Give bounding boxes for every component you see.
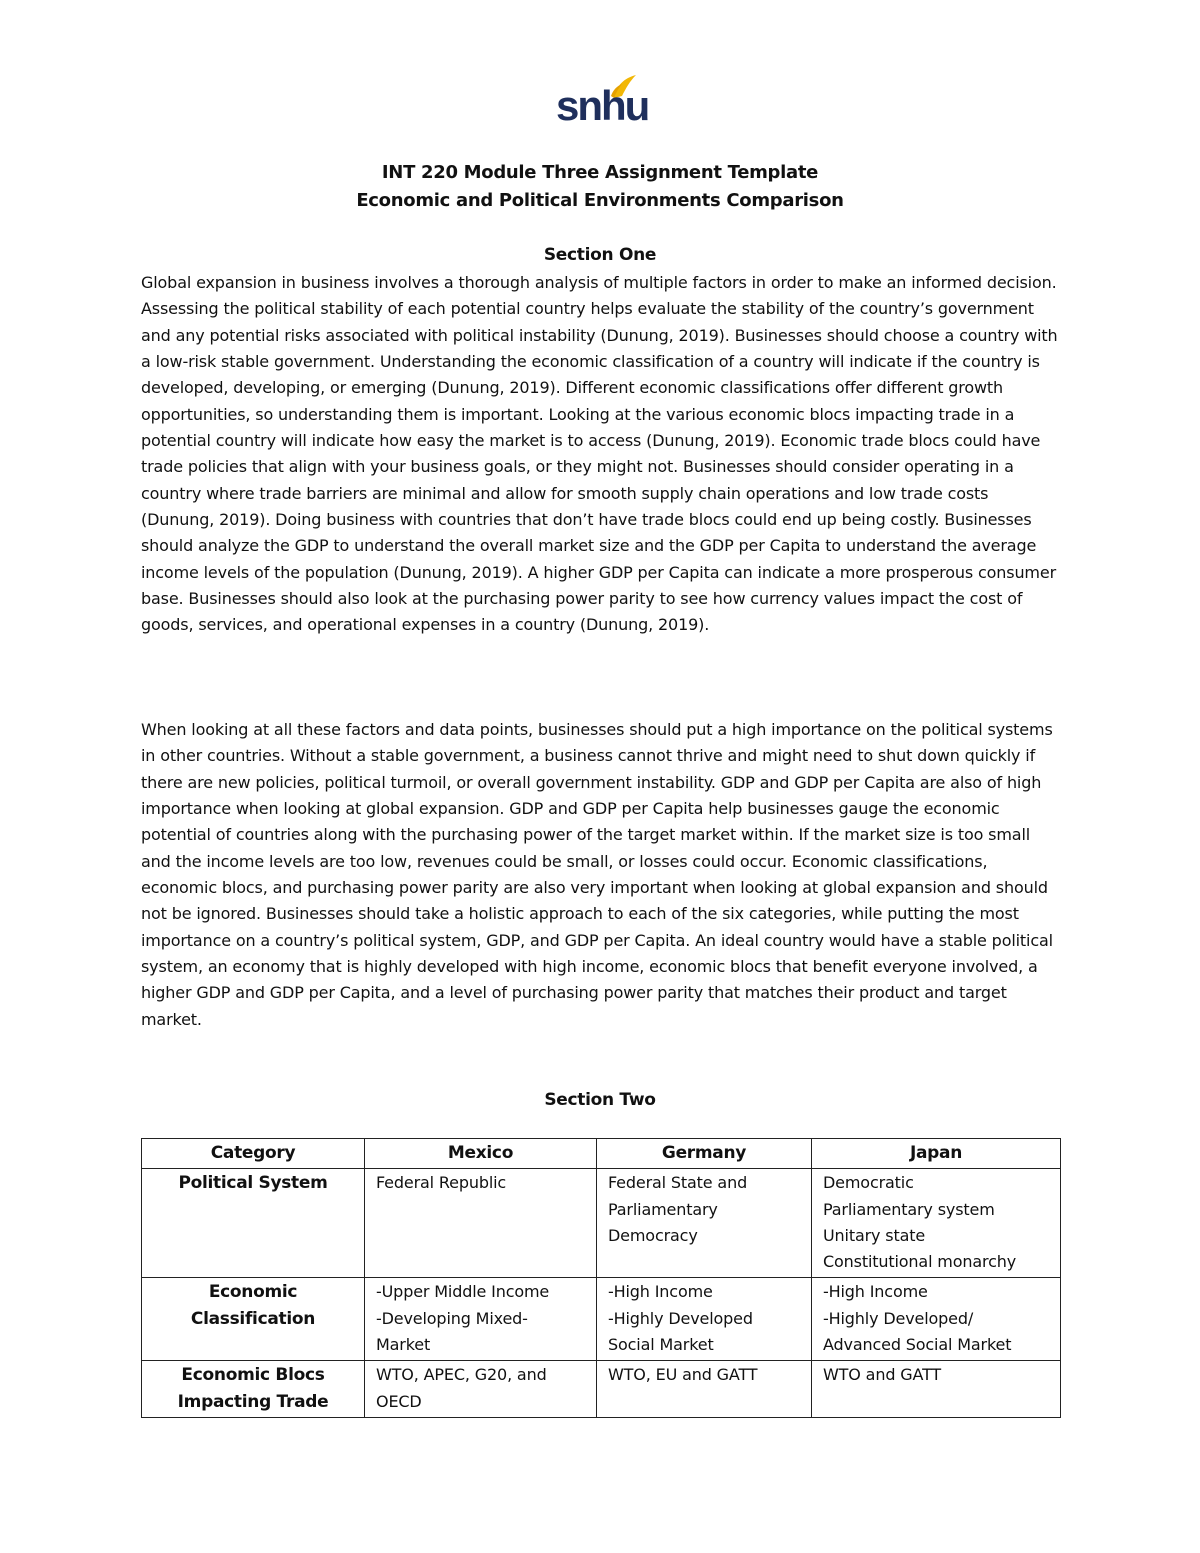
section-one-heading: Section One: [543, 245, 657, 265]
table-row: [142, 1361, 1061, 1418]
cell-japan: [812, 1169, 1061, 1278]
cell-line: -Developing Mixed-: [376, 1308, 528, 1328]
cell-line: Democratic: [823, 1173, 914, 1193]
cell-line: Unitary state: [823, 1225, 926, 1245]
cell-line: WTO and GATT: [823, 1365, 942, 1385]
cell-line: Parliamentary: [608, 1199, 718, 1219]
logo-wordmark: snhu: [556, 82, 649, 129]
header-mexico: Mexico: [365, 1139, 597, 1169]
cell-germany: [597, 1361, 812, 1418]
cell-line: Federal State and: [608, 1173, 748, 1193]
table-header-row: [142, 1139, 1061, 1169]
row-category: Economic Blocs Impacting Trade: [142, 1361, 365, 1418]
cell-mexico: [365, 1169, 597, 1278]
row-category: Political System: [142, 1169, 365, 1278]
cell-mexico: [365, 1361, 597, 1418]
cell-line: -Highly Developed: [608, 1308, 753, 1328]
header-japan: Japan: [812, 1139, 1061, 1169]
cell-line: WTO, APEC, G20, and: [376, 1365, 547, 1385]
cell-japan: [812, 1361, 1061, 1418]
cell-line: -Highly Developed/: [823, 1308, 974, 1328]
cell-line: OECD: [376, 1391, 422, 1411]
cell-line: -High Income: [608, 1282, 713, 1302]
cell-line: Constitutional monarchy: [823, 1252, 1017, 1272]
document-subtitle: Economic and Political Environments Comparison: [356, 190, 844, 211]
cell-line: Federal Republic: [376, 1173, 507, 1193]
section-one-paragraph-2: When looking at all these factors and data points, businesses should put a high importance on the political systems in other countries. Without a stable government, a business cannot thrive and might need to shut down quickly if there are new policies, political turmoil, or overall government instability. GDP and GDP per Capita are also of high importance when looking at global expansion. GDP and GDP per Capita help businesses gauge the economic potential of countries along with the purchasing power of the target market within. If the market size is too small and the income levels are too low, revenues could be small, or losses could occur. Economic classifications, economic blocs, and purchasing power parity are also very important when looking at global expansion and should not be ignored. Businesses should take a holistic approach to each of the six categories, while putting the most importance on a country’s political system, GDP, and GDP per Capita. An ideal country would have a stable political system, an economy that is highly developed with high income, economic blocs that benefit everyone involved, a higher GDP and GDP per Capita, and a level of purchasing power parity that matches their product and target market.: [141, 720, 1053, 1029]
cell-line: WTO, EU and GATT: [608, 1365, 758, 1385]
cell-line: -Upper Middle Income: [376, 1282, 550, 1302]
cell-germany: [597, 1169, 812, 1278]
comparison-table: [141, 1138, 1061, 1418]
snhu-logo: [556, 72, 649, 132]
cell-line: -High Income: [823, 1282, 928, 1302]
table-row: [142, 1278, 1061, 1361]
cell-line: Democracy: [608, 1225, 698, 1245]
section-two-heading: Section Two: [544, 1090, 656, 1110]
document-title: INT 220 Module Three Assignment Template: [381, 162, 819, 183]
section-one-paragraph-1: Global expansion in business involves a thorough analysis of multiple factors in order to make an informed decision. Assessing the political stability of each potential country helps evaluate the stability of the country’s government and any potential risks associated with political instability (Dunung, 2019). Businesses should choose a country with a low-risk stable government. Understanding the economic classification of a country will indicate if the country is developed, developing, or emerging (Dunung, 2019). Different economic classifications offer different growth opportunities, so understanding them is important. Looking at the various economic blocs impacting trade in a potential country will indicate how easy the market is to access (Dunung, 2019). Economic trade blocs could have trade policies that align with your business goals, or they might not. Businesses should consider operating in a country where trade barriers are minimal and allow for smooth supply chain operations and low trade costs (Dunung, 2019). Doing business with countries that don’t have trade blocs could end up being costly. Businesses should analyze the GDP to understand the overall market size and the GDP per Capita to understand the average income levels of the population (Dunung, 2019). A higher GDP per Capita can indicate a more prosperous consumer base. Businesses should also look at the purchasing power parity to see how currency values impact the cost of goods, services, and operational expenses in a country (Dunung, 2019).: [141, 273, 1058, 635]
cell-line: Market: [376, 1335, 431, 1355]
header-category: Category: [142, 1139, 365, 1169]
cell-germany: [597, 1278, 812, 1361]
row-category: Economic Classification: [142, 1278, 365, 1361]
cell-line: Social Market: [608, 1335, 714, 1355]
header-germany: Germany: [597, 1139, 812, 1169]
cell-mexico: [365, 1278, 597, 1361]
cell-line: Advanced Social Market: [823, 1335, 1012, 1355]
cell-japan: [812, 1278, 1061, 1361]
cell-line: Parliamentary system: [823, 1199, 995, 1219]
table-row: [142, 1169, 1061, 1278]
